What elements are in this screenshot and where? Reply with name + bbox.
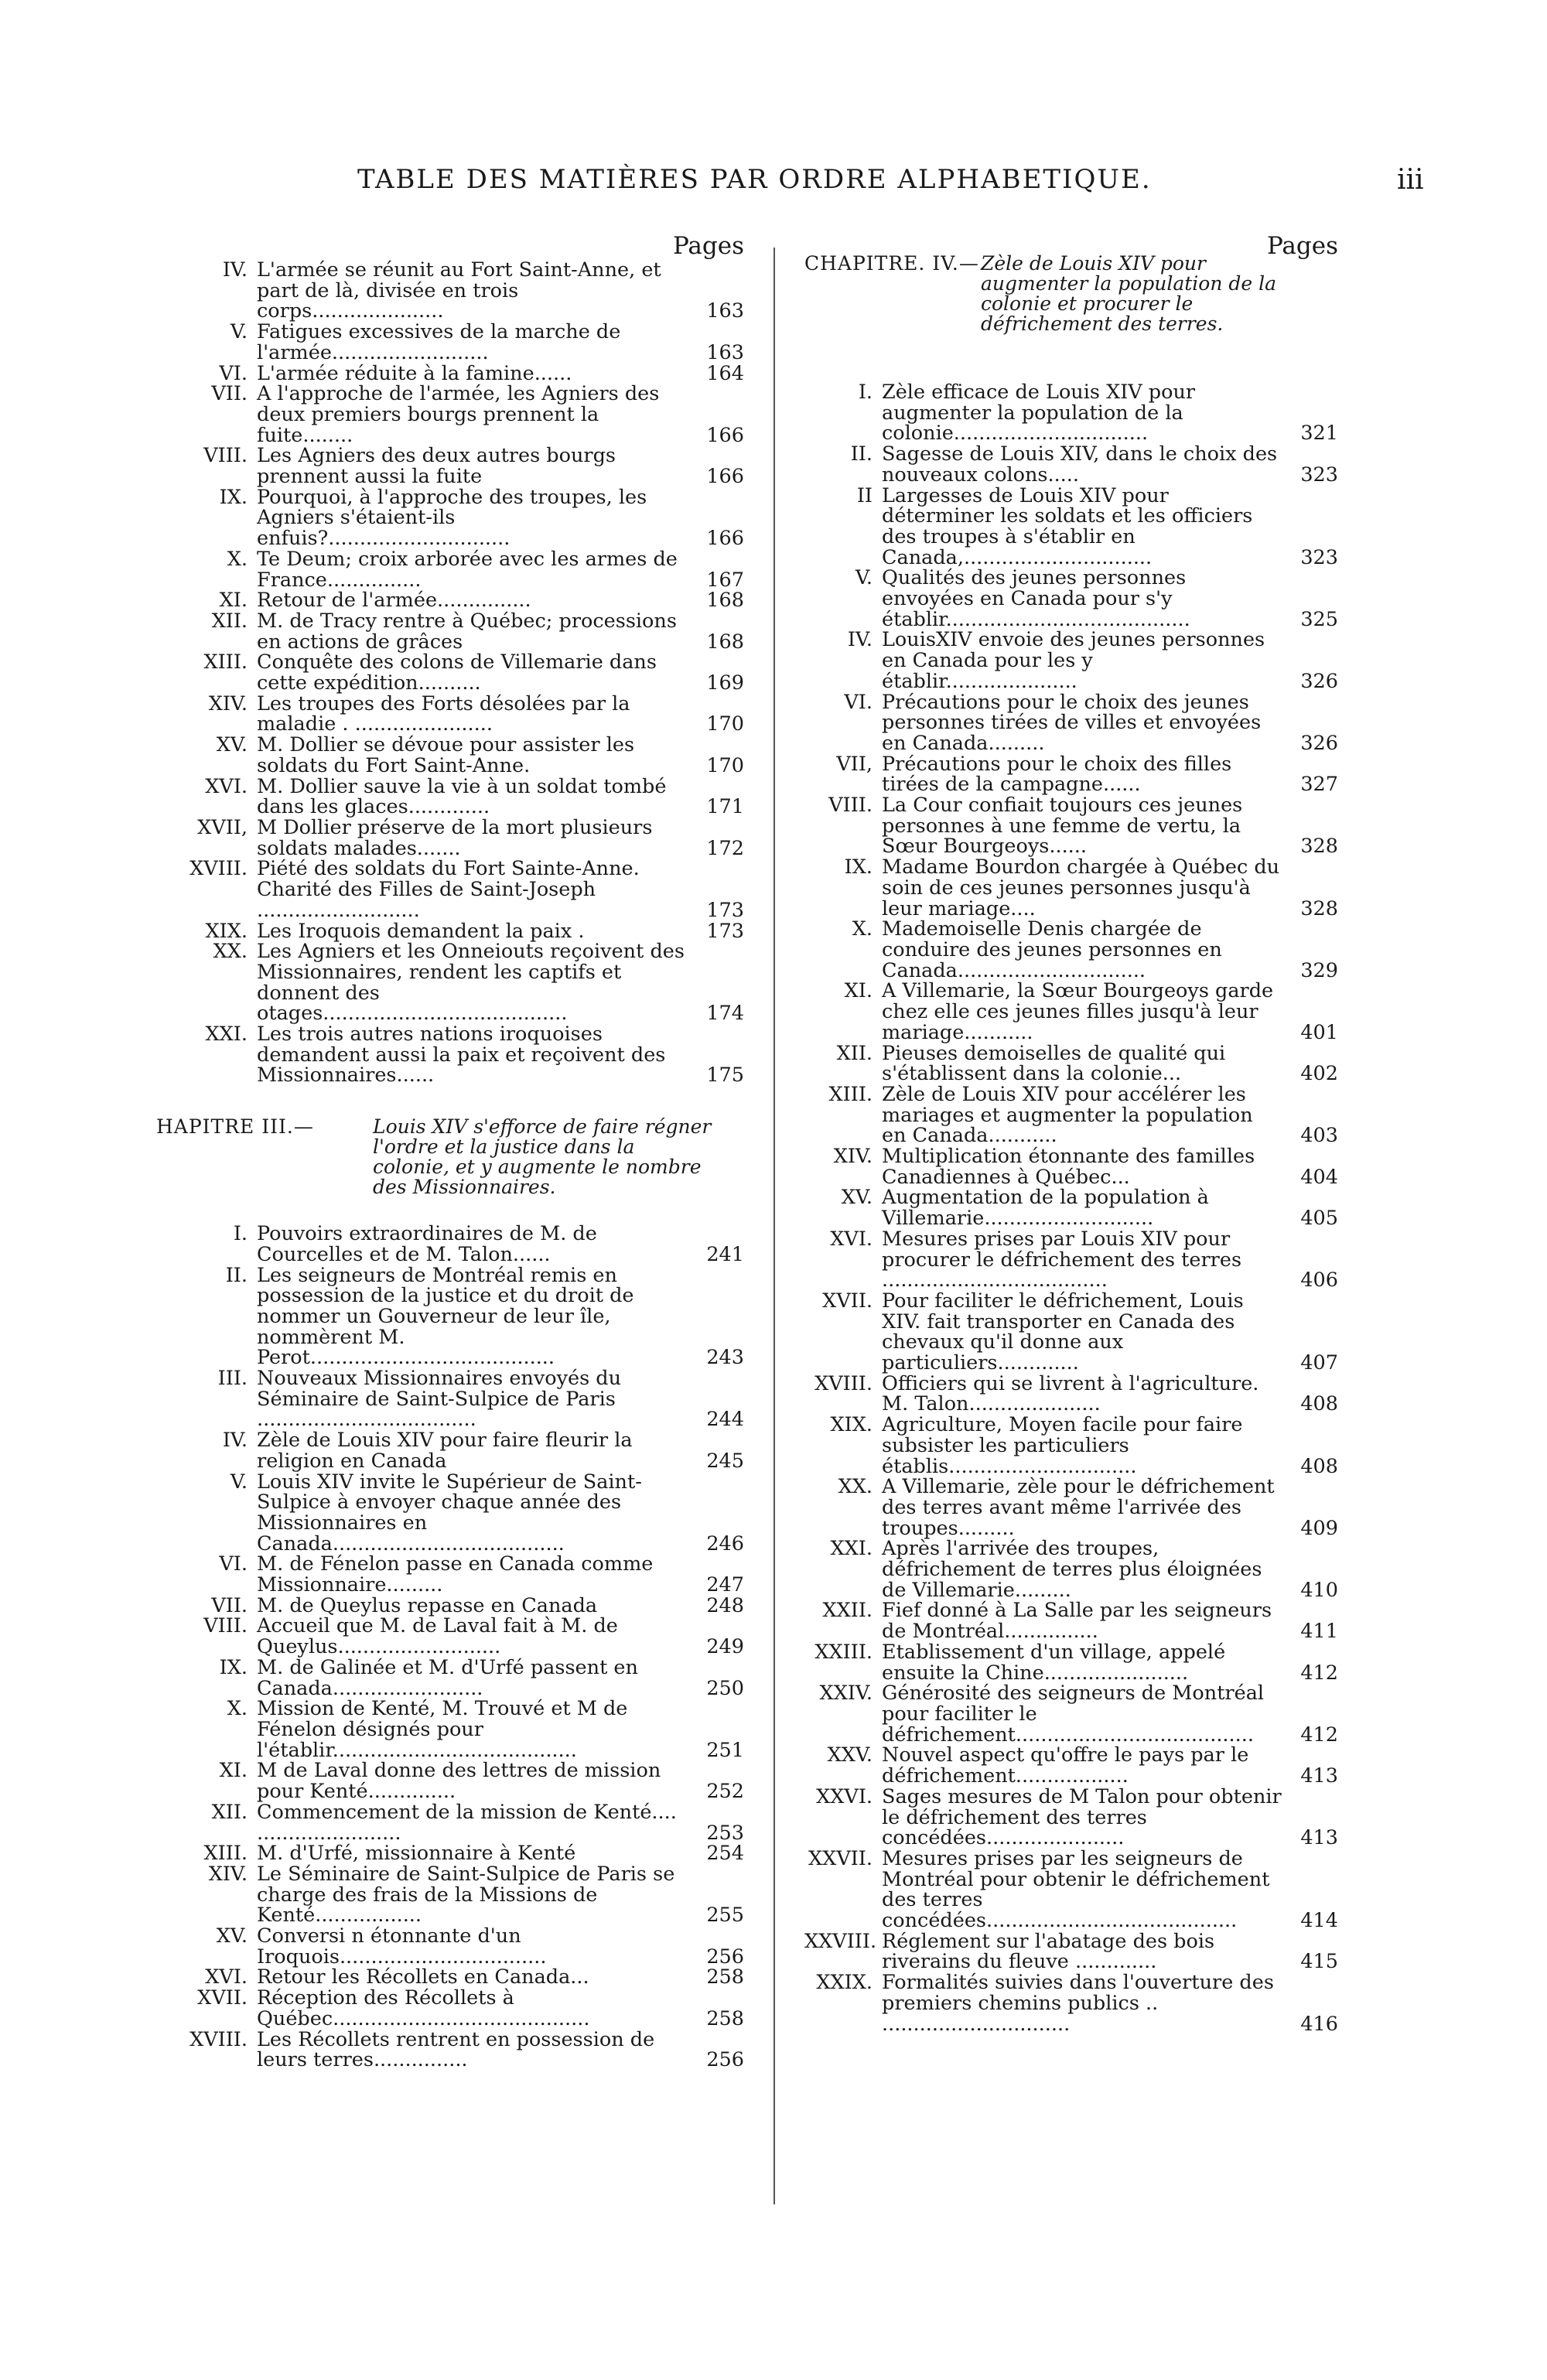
entry-page: 410 [1300,1578,1338,1602]
entry-page: 172 [706,836,744,860]
toc-entry [804,1477,1338,1538]
entry-text: Pour faciliter le défrichement, Louis XIV. fait transporter en Canada des chevaux qu'il donne aux particuliers............. [882,1289,1244,1375]
toc-entry [804,1146,1338,1187]
entry-number: VI. [219,361,248,385]
entry-page: 250 [706,1676,744,1700]
entry-number: XVII. [197,1986,248,2010]
entry-number: XI. [219,1759,248,1783]
entry-page: 329 [1300,958,1338,982]
entry-text: Conquête des colons de Villemarie dans cette expédition.......... [257,650,657,695]
toc-entry [804,483,1338,569]
entry-number: XIV. [208,691,248,715]
entry-number: VIII. [203,444,248,468]
toc-entry [179,1699,744,1760]
entry-page: 169 [706,671,744,695]
entry-text: Mesures prises par Louis XIV pour procurer le défrichement des terres .................................... [882,1227,1242,1292]
entry-number: V. [230,1470,248,1494]
toc-entry [179,735,744,776]
toc-entry [804,1371,1338,1416]
entry-text: Qualités des jeunes personnes envoyées en Canada pour s'y établir....................................... [882,566,1190,631]
toc-entry [804,1745,1338,1786]
entry-text: Conversi n étonnante d'un Iroquois................................. [257,1924,547,1969]
entry-text: La Cour confiait toujours ces jeunes personnes à une femme de vertu, la Sœur Bourgeoys...... [882,794,1243,859]
toc-entry [804,1599,1338,1644]
entry-number: IX. [844,855,873,879]
entry-text: Nouveaux Missionnaires envoyés du Séminaire de Saint-Sulpice de Paris ................................... [257,1367,622,1432]
entry-page: 166 [706,527,744,551]
entry-text: A Villemarie, zèle pour le défrichement des terres avant même l'arrivée des troupes......... [882,1475,1275,1540]
entry-page: 321 [1300,422,1338,446]
entry-number: X. [227,1697,248,1721]
entry-page: 173 [706,898,744,922]
toc-entry [804,1683,1338,1745]
toc-entry [179,1616,744,1657]
entry-page: 170 [706,753,744,777]
entry-page: 411 [1300,1620,1338,1644]
entry-page: 401 [1300,1020,1338,1044]
entry-number: XII. [836,1041,873,1065]
entry-page: 323 [1300,545,1338,569]
entry-text: Sages mesures de M Talon pour obtenir le défrichement des terres concédées...................... [882,1784,1282,1850]
entry-text: Accueil que M. de Laval fait à M. de Queylus.......................... [257,1614,618,1659]
entry-text: Pieuses demoiselles de qualité qui s'établissent dans la colonie... [882,1041,1226,1086]
entry-text: Nouvel aspect qu'offre le pays par le défrichement.................. [882,1743,1249,1788]
toc-entry [179,1554,744,1595]
entry-number: XXI. [830,1537,873,1561]
entry-page: 249 [706,1635,744,1659]
entry-page: 174 [706,1002,744,1026]
toc-entry [804,692,1338,754]
entry-text: L'armée réduite à la famine...... [257,361,572,385]
entry-number: XIV. [208,1862,248,1886]
entry-page: 258 [706,2006,744,2030]
toc-list-left-b [179,1224,744,2071]
entry-number: VI. [219,1552,248,1576]
entry-text: Les Iroquois demandent la paix . [257,919,585,943]
entry-text: Les Agniers et les Onneiouts reçoivent des Missionnaires, rendent les captifs et donnent des otages....................................... [257,940,685,1026]
toc-entry [804,1415,1338,1477]
toc-entry [804,1084,1338,1146]
entry-number: VII, [836,752,873,776]
entry-text: Louis XIV invite le Supérieur de Saint-Sulpice à envoyer chaque année des Missionnaires en Canada..................................... [257,1470,642,1555]
entry-text: M. de Tracy rentre à Québec; processions en actions de grâces [257,609,677,654]
entry-number: XXVI. [816,1784,873,1808]
entry-text: L'armée se réunit au Fort Saint-Anne, et part de là, divisée en trois corps..................... [257,258,661,323]
entry-page: 168 [706,630,744,654]
entry-text: Officiers qui se livrent à l'agriculture. M. Talon..................... [882,1371,1259,1416]
entry-text: Commencement de la mission de Kenté.... ....................... [257,1800,677,1845]
entry-page: 168 [706,589,744,613]
entry-page: 328 [1300,896,1338,920]
entry-number: IV. [222,258,248,282]
entry-page: 256 [706,1945,744,1969]
toc-entry [179,1759,744,1804]
toc-entry [804,1642,1338,1683]
toc-entry [804,1043,1338,1084]
entry-page: 246 [706,1531,744,1555]
toc-entry [179,1024,744,1086]
entry-page: 414 [1300,1909,1338,1933]
entry-page: 248 [706,1593,744,1617]
entry-number: XVII, [197,815,248,839]
entry-number: XV. [841,1186,873,1210]
toc-entry [179,691,744,736]
entry-text: A l'approche de l'armée, les Agniers des deux premiers bourgs prennent la fuite........ [257,382,660,447]
entry-text: Mademoiselle Denis chargée de conduire des jeunes personnes en Canada.............................. [882,917,1222,982]
entry-number: XII. [211,609,248,633]
entry-number: XXIII. [814,1640,873,1664]
entry-text: Zèle efficace de Louis XIV pour augmenter la population de la colonie............................... [882,381,1196,446]
entry-number: X. [227,547,248,571]
entry-text: Mission de Kenté, M. Trouvé et M de Fénelon désignés pour l'établir....................................... [257,1697,628,1762]
entry-page: 409 [1300,1516,1338,1540]
toc-entry [179,1926,744,1967]
entry-text: M. de Queylus repasse en Canada [257,1593,598,1617]
toc-entry [179,1655,744,1700]
entry-text: Augmentation de la population à Villemarie........................... [882,1186,1209,1231]
entry-text: Les Agniers des deux autres bourgs prennent aussi la fuite [257,444,616,489]
entry-text: Agriculture, Moyen facile pour faire subsister les particuliers établis.............................. [882,1413,1243,1478]
entry-text: Mesures prises par les seigneurs de Montréal pour obtenir le défrichement des terres concédées........................................ [882,1846,1270,1933]
toc-entry [804,1291,1338,1374]
entry-text: Retour de l'armée............... [257,589,531,613]
entry-text: Précautions pour le choix des jeunes personnes tirées de villes et envoyées en Canada......... [882,690,1262,755]
entry-number: XIX. [205,919,248,943]
pages-label: Pages [672,232,744,260]
entry-page: 164 [706,361,744,385]
entry-page: 254 [706,1842,744,1866]
chapter-label: CHAPITRE. IV.— [804,252,979,275]
entry-number: V. [855,566,873,590]
entry-number: XXII. [822,1599,873,1623]
entry-page: 416 [1300,2012,1338,2036]
entry-text: Largesses de Louis XIV pour déterminer les soldats et les officiers des troupes à s'établir en Canada,.............................. [882,483,1253,569]
toc-list-right [804,382,1338,2034]
entry-text: Les troupes des Forts désolées par la maladie . ...................... [257,691,630,736]
entry-number: XIV. [833,1145,873,1169]
entry-number: XV. [216,733,248,757]
entry-text: Madame Bourdon chargée à Québec du soin de ces jeunes personnes jusqu'à leur mariage.... [882,855,1280,920]
entry-text: Précautions pour le choix des filles tirées de la campagne...... [882,752,1232,797]
entry-number: XX. [838,1475,873,1499]
entry-number: VIII. [203,1614,248,1638]
entry-page: 252 [706,1780,744,1804]
entry-text: Zèle de Louis XIV pour accélérer les mariages et augmenter la population en Canada........... [882,1082,1253,1148]
entry-page: 413 [1300,1826,1338,1850]
entry-text: Pouvoirs extraordinaires de M. de Courcelles et de M. Talon...... [257,1222,597,1266]
entry-text: Les trois autres nations iroquoises demandent aussi la paix et reçoivent des Missionnaires...... [257,1023,666,1088]
toc-entry [179,1967,744,1988]
toc-entry [179,549,744,590]
toc-entry [179,487,744,549]
entry-text: Zèle de Louis XIV pour faire fleurir la religion en Canada [257,1429,633,1473]
entry-text: Te Deum; croix arborée avec les armes de France............... [257,547,678,592]
entry-number: I. [233,1222,248,1246]
entry-text: Piété des soldats du Fort Sainte-Anne. Charité des Filles de Saint-Joseph .......................... [257,857,640,922]
entry-number: VII. [211,382,248,406]
toc-list-left-a [179,260,744,1086]
entry-text: M. de Galinée et M. d'Urfé passent en Canada........................ [257,1655,638,1700]
entry-number: IX. [219,1655,248,1679]
toc-entry [179,921,744,942]
entry-text: Réception des Récollets à Québec......................................... [257,1986,590,2030]
chapter-title: Louis XIV s'efforce de faire régner l'ordre et la justice dans la colonie, et y augmente le nombre des Missionnaires. [373,1115,712,1199]
entry-number: XIX. [830,1413,873,1437]
entry-page: 167 [706,568,744,592]
entry-page: 408 [1300,1454,1338,1478]
entry-page: 251 [706,1738,744,1762]
entry-number: IX. [219,485,248,509]
toc-entry [179,1864,744,1926]
column-divider [774,248,775,2204]
entry-page: 243 [706,1346,744,1370]
entry-number: XIII. [203,650,248,674]
entry-text: M. d'Urfé, missionnaire à Kenté [257,1842,576,1866]
toc-entry [179,652,744,693]
entry-page: 247 [706,1573,744,1597]
entry-page: 328 [1300,835,1338,859]
entry-page: 255 [706,1904,744,1928]
entry-number: I. [858,381,873,404]
entry-number: XXI. [205,1023,248,1047]
entry-page: 244 [706,1408,744,1432]
entry-number: XII. [211,1800,248,1824]
entry-text: M. Dollier se dévoue pour assister les soldats du Fort Saint-Anne. [257,733,635,777]
toc-entry [179,1224,744,1265]
entry-page: 241 [706,1242,744,1266]
entry-number: II. [850,442,873,466]
entry-page: 415 [1300,1950,1338,1974]
entry-text: Sagesse de Louis XIV, dans le choix des nouveaux colons..... [882,442,1278,487]
entry-page: 412 [1300,1723,1338,1747]
right-column [804,232,1338,2034]
entry-text: M. de Fénelon passe en Canada comme Missionnaire......... [257,1552,654,1597]
entry-page: 173 [706,919,744,943]
entry-text: Le Séminaire de Saint-Sulpice de Paris se charge des frais de la Missions de Kenté................. [257,1862,675,1928]
entry-text: Réglement sur l'abatage des bois riverains du fleuve ............. [882,1929,1215,1974]
toc-entry [804,1538,1338,1600]
entry-number: XVI. [830,1227,873,1251]
entry-number: VIII. [828,794,873,818]
entry-number: XXIV. [819,1682,873,1706]
entry-number: XVIII. [190,857,248,881]
entry-page: 163 [706,340,744,364]
entry-page: 166 [706,465,744,489]
toc-entry [179,1472,744,1555]
chapter-heading [804,254,1338,334]
entry-text: LouisXIV envoie des jeunes personnes en Canada pour les y établir..................... [882,628,1265,693]
entry-page: 256 [706,2048,744,2072]
toc-entry [179,859,744,920]
entry-text: M de Laval donne des lettres de mission pour Kenté.............. [257,1759,661,1804]
toc-entry [179,1368,744,1430]
toc-entry [804,754,1338,795]
toc-entry [179,941,744,1024]
toc-entry [179,815,744,860]
entry-number: XXVII. [808,1846,873,1870]
entry-number: XV. [216,1924,248,1948]
pages-label: Pages [1266,232,1338,260]
toc-entry [179,361,744,385]
entry-page: 403 [1300,1124,1338,1148]
toc-entry [179,2027,744,2072]
entry-number: XIII. [828,1082,873,1106]
toc-entry [179,1843,744,1864]
entry-number: V. [230,320,248,344]
entry-page: 405 [1300,1207,1338,1231]
entry-number: X. [852,917,873,941]
page-number: iii [1397,164,1424,196]
entry-page: 408 [1300,1392,1338,1416]
toc-entry [179,774,744,819]
toc-entry [804,857,1338,919]
entry-page: 326 [1300,669,1338,693]
entry-page: 323 [1300,463,1338,487]
toc-entry [804,1931,1338,1972]
toc-entry [179,322,744,363]
entry-page: 412 [1300,1661,1338,1685]
entry-page: 404 [1300,1165,1338,1189]
entry-page: 170 [706,712,744,736]
entry-number: VI. [844,690,873,714]
entry-page: 326 [1300,731,1338,755]
entry-number: XVIII. [190,2027,248,2051]
chapter-title: Zèle de Louis XIV pour augmenter la population de la colonie et procurer le défrichement des terres. [981,252,1277,335]
entry-text: Retour les Récollets en Canada... [257,1965,589,1989]
toc-entry [804,1972,1338,2034]
toc-entry [804,1846,1338,1933]
entry-number: XXIX. [816,1971,873,1995]
left-column [156,232,744,2072]
toc-entry [179,384,744,446]
toc-entry [179,611,744,652]
entry-number: XVII. [822,1289,873,1313]
entry-number: VII. [211,1593,248,1617]
entry-page: 175 [706,1064,744,1088]
entry-page: 163 [706,299,744,323]
entry-text: Etablissement d'un village, appelé ensuite la Chine....................... [882,1640,1226,1685]
toc-entry [804,1229,1338,1291]
chapter-heading [156,1115,744,1199]
entry-page: 406 [1300,1269,1338,1292]
entry-number: XXVIII. [804,1929,877,1953]
entry-number: IV. [222,1429,248,1453]
entry-text: A Villemarie, la Sœur Bourgeoys garde chez elle ces jeunes filles jusqu'à leur mariage........... [882,979,1274,1044]
entry-number: II [856,483,873,507]
entry-text: Fief donné à La Salle par les seigneurs de Montréal............... [882,1599,1272,1644]
entry-number: II. [225,1263,248,1287]
entry-text: Multiplication étonnante des familles Canadiennes à Québec... [882,1145,1255,1189]
toc-entry [804,919,1338,981]
toc-entry [179,1593,744,1617]
entry-page: 258 [706,1965,744,1989]
chapter-label: HAPITRE III.— [156,1115,314,1139]
entry-text: Fatigues excessives de la marche de l'armée......................... [257,320,621,364]
entry-number: XVIII. [814,1371,873,1395]
entry-page: 407 [1300,1351,1338,1375]
entry-page: 253 [706,1821,744,1845]
toc-entry [179,260,744,322]
toc-entry [804,1186,1338,1231]
toc-entry [804,795,1338,857]
toc-entry [804,630,1338,691]
toc-entry [804,1784,1338,1850]
entry-page: 245 [706,1449,744,1473]
entry-number: IV. [847,628,873,652]
toc-entry [179,1265,744,1369]
entry-text: Formalités suivies dans l'ouverture des premiers chemins publics .. .............................. [882,1971,1274,2036]
entry-number: XXV. [827,1743,873,1767]
entry-text: Générosité des seigneurs de Montréal pour faciliter le défrichement...................................... [882,1682,1265,1747]
entry-number: III. [217,1367,248,1391]
entry-text: Pourquoi, à l'approche des troupes, les Agniers s'étaient-ils enfuis?............................. [257,485,647,551]
entry-number: XVI. [205,1965,248,1989]
entry-text: Après l'arrivée des troupes, défrichement de terres plus éloignées de Villemarie......... [882,1537,1262,1602]
toc-entry [804,382,1338,444]
entry-page: 166 [706,423,744,447]
entry-page: 325 [1300,607,1338,631]
entry-number: XI. [844,979,873,1003]
toc-entry [804,444,1338,485]
entry-page: 171 [706,795,744,819]
entry-page: 402 [1300,1062,1338,1086]
toc-entry [804,981,1338,1043]
entry-text: Les seigneurs de Montréal remis en possession de la justice et du droit de nommer un Gouverneur de leur île, nommèrent M. Perot....................................... [257,1263,634,1370]
entry-page: 413 [1300,1764,1338,1788]
entry-number: XVI. [205,774,248,798]
entry-text: Les Récollets rentrent en possession de leurs terres............... [257,2027,655,2072]
toc-entry [179,446,744,487]
entry-text: M. Dollier sauve la vie à un soldat tombé dans les glaces............. [257,774,667,819]
entry-number: XIII. [203,1842,248,1866]
toc-entry [804,568,1338,630]
toc-entry [179,1988,744,2029]
entry-page: 327 [1300,773,1338,797]
entry-number: XI. [219,589,248,613]
toc-entry [179,1430,744,1471]
entry-text: M Dollier préserve de la mort plusieurs soldats malades....... [257,815,653,860]
page-header: TABLE DES MATIÈRES PAR ORDRE ALPHABETIQUE. [357,164,1152,195]
toc-entry [179,590,744,611]
toc-entry [179,1802,744,1843]
entry-number: XX. [213,940,248,964]
